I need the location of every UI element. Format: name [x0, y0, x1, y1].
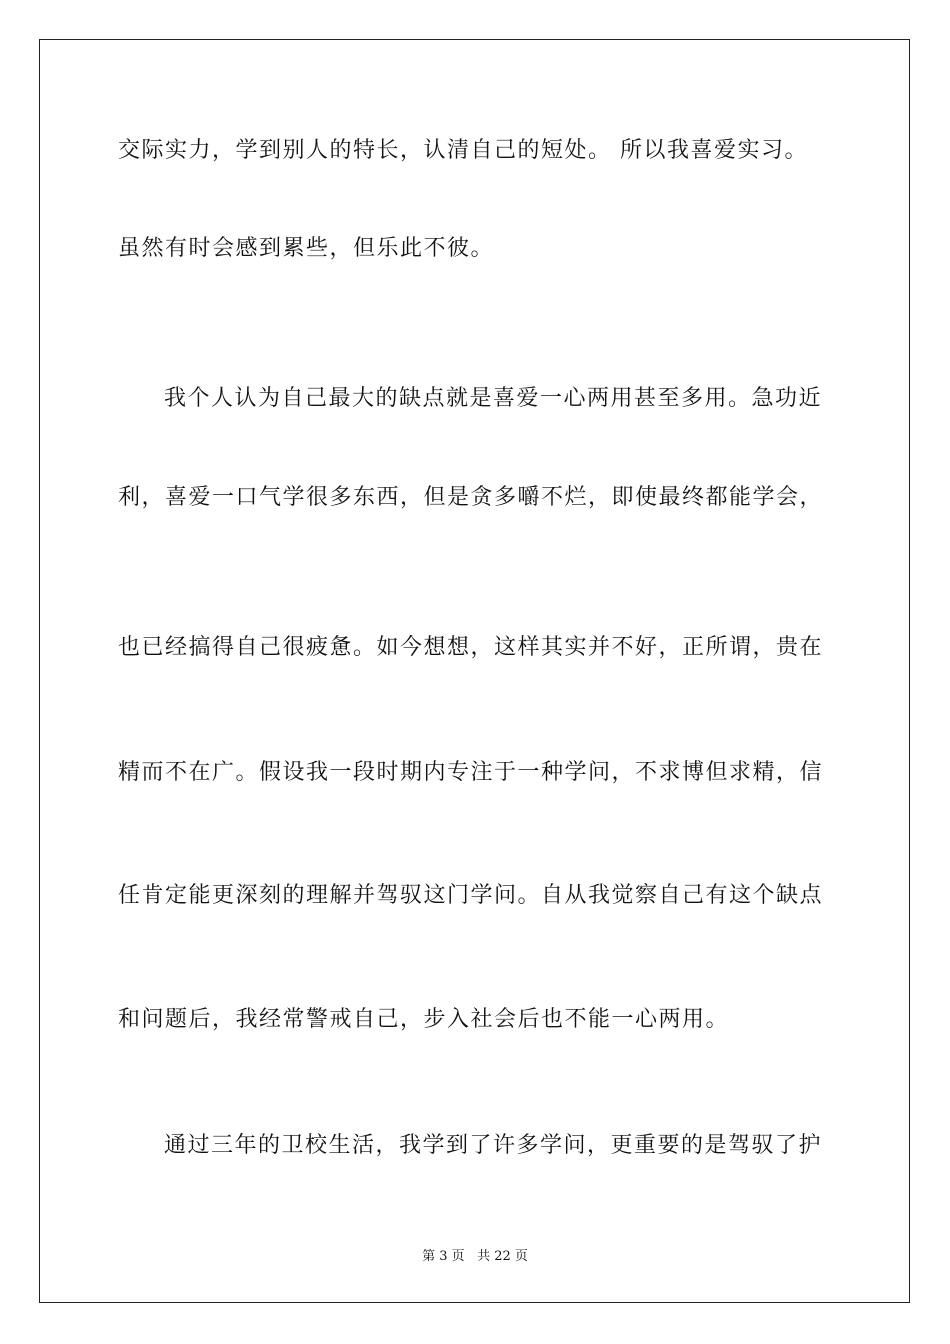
- page-total: 共 22 页: [477, 1249, 528, 1264]
- text-line-6: 精而不在广。假设我一段时期内专注于一种学问，不求博但求精，信: [118, 760, 824, 785]
- text-line-1: 交际实力，学到别人的特长，认清自己的短处。 所以我喜爱实习。: [118, 138, 808, 163]
- text-line-3: 我个人认为自己最大的缺点就是喜爱一心两用甚至多用。急功近: [164, 386, 823, 411]
- page-footer: [0, 1248, 950, 1266]
- text-line-4: 利，喜爱一口气学很多东西，但是贪多嚼不烂，即使最终都能学会，: [118, 485, 824, 510]
- text-line-2: 虽然有时会感到累些，但乐此不彼。: [118, 236, 495, 261]
- text-line-8: 和问题后，我经常警戒自己，步入社会后也不能一心两用。: [118, 1007, 730, 1032]
- page-number: 第 3 页: [422, 1249, 465, 1264]
- text-line-5: 也已经搞得自己很疲惫。如今想想，这样其实并不好，正所谓，贵在: [118, 635, 824, 660]
- text-line-7: 任肯定能更深刻的理解并驾驭这门学问。自从我觉察自己有这个缺点: [118, 883, 824, 908]
- page-border: [39, 39, 910, 1303]
- footer-spacer: [465, 1249, 477, 1264]
- text-line-9: 通过三年的卫校生活，我学到了许多学问，更重要的是驾驭了护: [164, 1133, 823, 1158]
